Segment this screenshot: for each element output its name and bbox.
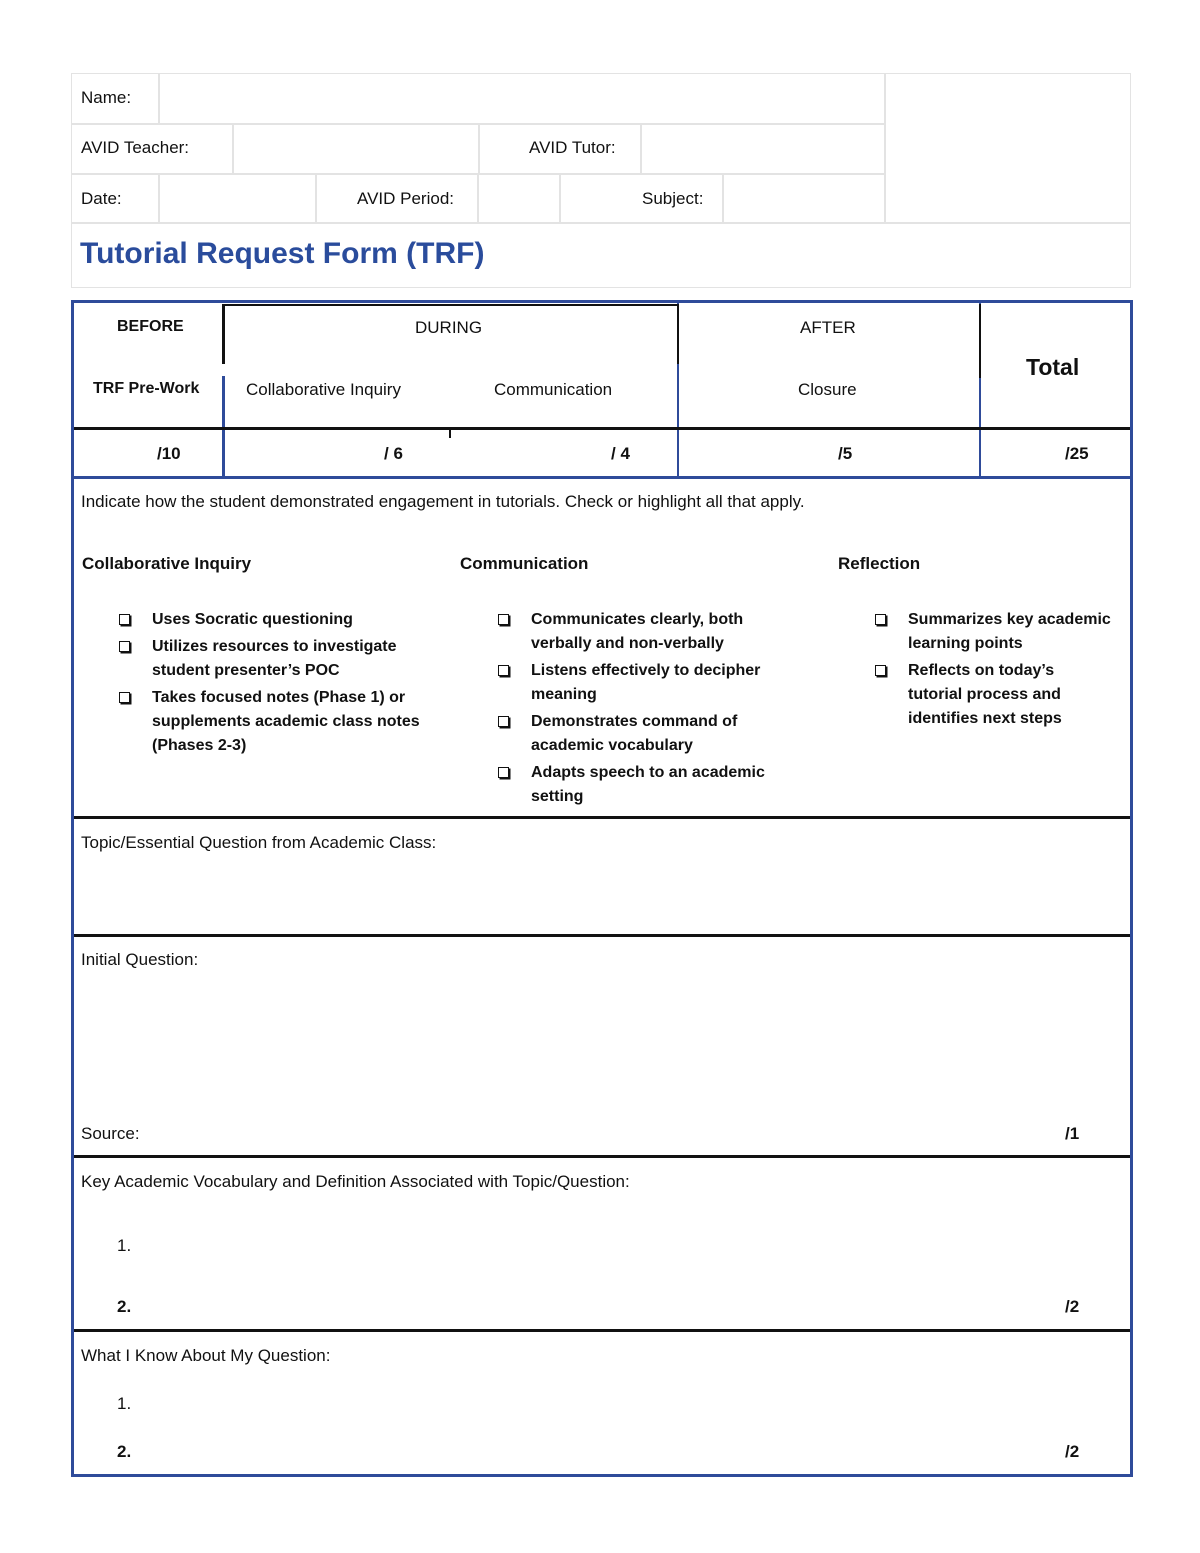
before-header: BEFORE — [117, 318, 184, 335]
checklist-item-text: supplements academic class notes — [152, 713, 420, 730]
total-header: Total — [1026, 354, 1080, 380]
teacher-label: AVID Teacher: — [81, 138, 190, 157]
checkbox-icon[interactable] — [119, 641, 130, 652]
col-title-communication: Communication — [460, 554, 589, 573]
topic-label: Topic/Essential Question from Academic Class: — [81, 833, 437, 852]
checklist-item-text: academic vocabulary — [531, 737, 693, 754]
teacher-input[interactable] — [233, 124, 479, 174]
tutor-label: AVID Tutor: — [529, 138, 616, 157]
initial-question-input[interactable] — [78, 978, 1124, 1118]
checklist-item-text: Communicates clearly, both — [531, 611, 744, 628]
checklist-item-text: Takes focused notes (Phase 1) or — [152, 689, 406, 706]
checkbox-icon[interactable] — [498, 614, 509, 625]
divider — [74, 816, 1130, 819]
checklist-item-text: learning points — [908, 635, 1023, 652]
during-header: DURING — [415, 318, 483, 337]
checkbox-icon[interactable] — [875, 665, 886, 676]
checklist-item-text: Adapts speech to an academic — [531, 764, 765, 781]
divider — [74, 934, 1130, 937]
checklist-item-text: Reflects on today’s — [908, 662, 1055, 679]
know-label: What I Know About My Question: — [81, 1346, 331, 1365]
col-title-collab: Collaborative Inquiry — [82, 554, 252, 573]
divider — [225, 304, 679, 306]
form-title: Tutorial Request Form (TRF) — [80, 237, 485, 270]
after-header: AFTER — [800, 318, 856, 337]
checkbox-icon[interactable] — [875, 614, 886, 625]
checklist-item-text: student presenter’s POC — [152, 662, 340, 679]
date-input[interactable] — [159, 174, 316, 223]
checklist-item[interactable] — [531, 710, 737, 758]
col-title-reflection: Reflection — [838, 554, 921, 573]
subject-input[interactable] — [723, 174, 885, 223]
checklist-item-text: meaning — [531, 686, 597, 703]
checkbox-icon[interactable] — [119, 614, 130, 625]
know-item-2[interactable]: 2. — [117, 1442, 132, 1461]
checklist-item-text: Utilizes resources to investigate — [152, 638, 397, 655]
checklist-item[interactable] — [152, 686, 420, 758]
checklist-item-text: setting — [531, 788, 584, 805]
checkbox-icon[interactable] — [119, 692, 130, 703]
checklist-item[interactable] — [908, 608, 1111, 656]
subject-label: Subject: — [642, 189, 704, 208]
know-item-1[interactable]: 1. — [117, 1394, 132, 1413]
source-label: Source: — [81, 1124, 140, 1143]
checklist-item-text: Uses Socratic questioning — [152, 611, 353, 628]
collab-label: Collaborative Inquiry — [246, 380, 401, 399]
checkbox-icon[interactable] — [498, 767, 509, 778]
comm-score[interactable]: / 4 — [611, 444, 630, 463]
closure-label: Closure — [798, 380, 857, 399]
vocab-item-1[interactable]: 1. — [117, 1236, 132, 1255]
communication-label: Communication — [494, 380, 613, 399]
divider — [449, 430, 451, 438]
divider — [222, 304, 225, 364]
prework-label: TRF Pre-Work — [93, 380, 200, 397]
checkbox-icon[interactable] — [498, 665, 509, 676]
checklist-item-text: Demonstrates command of — [531, 713, 738, 730]
name-input[interactable] — [159, 73, 885, 124]
divider — [74, 1155, 1130, 1158]
checkbox-icon[interactable] — [498, 716, 509, 727]
tutor-input[interactable] — [641, 124, 885, 174]
divider — [74, 1329, 1130, 1332]
checklist-item-text: Summarizes key academic — [908, 611, 1111, 628]
vocab-score[interactable]: /2 — [1065, 1297, 1080, 1316]
checklist-item[interactable] — [531, 761, 765, 809]
total-score[interactable]: /25 — [1065, 444, 1089, 463]
checklist-item-text: identifies next steps — [908, 710, 1062, 727]
collab-score[interactable]: / 6 — [384, 444, 403, 463]
divider — [74, 427, 1130, 430]
know-score[interactable]: /2 — [1065, 1442, 1080, 1461]
divider — [979, 304, 981, 378]
date-label: Date: — [81, 189, 122, 208]
period-label: AVID Period: — [357, 189, 455, 208]
checklist-item-text: verbally and non-verbally — [531, 635, 724, 652]
vocab-label: Key Academic Vocabulary and Definition Associated with Topic/Question: — [81, 1172, 630, 1191]
checklist-item[interactable] — [908, 659, 1062, 731]
initial-question-label: Initial Question: — [81, 950, 199, 969]
vocab-item-2[interactable]: 2. — [117, 1297, 132, 1316]
closure-score[interactable]: /5 — [838, 444, 853, 463]
prework-score[interactable]: /10 — [157, 444, 181, 463]
checklist-item-text: tutorial process and — [908, 686, 1061, 703]
checklist-item[interactable] — [152, 635, 397, 683]
checklist-item[interactable] — [152, 608, 353, 632]
checklist-item-text: (Phases 2-3) — [152, 737, 247, 754]
period-input[interactable] — [478, 174, 560, 223]
header-side-box — [885, 73, 1131, 223]
divider — [74, 476, 1130, 479]
topic-input[interactable] — [78, 860, 1124, 930]
engagement-instruction: Indicate how the student demonstrated engagement in tutorials. Check or highlight all that apply. — [81, 492, 805, 511]
checklist-item[interactable] — [531, 659, 760, 707]
divider — [677, 304, 679, 364]
checklist-item-text: Listens effectively to decipher — [531, 662, 761, 679]
checklist-item[interactable] — [531, 608, 743, 656]
name-label: Name: — [81, 88, 132, 107]
source-score[interactable]: /1 — [1065, 1124, 1080, 1143]
